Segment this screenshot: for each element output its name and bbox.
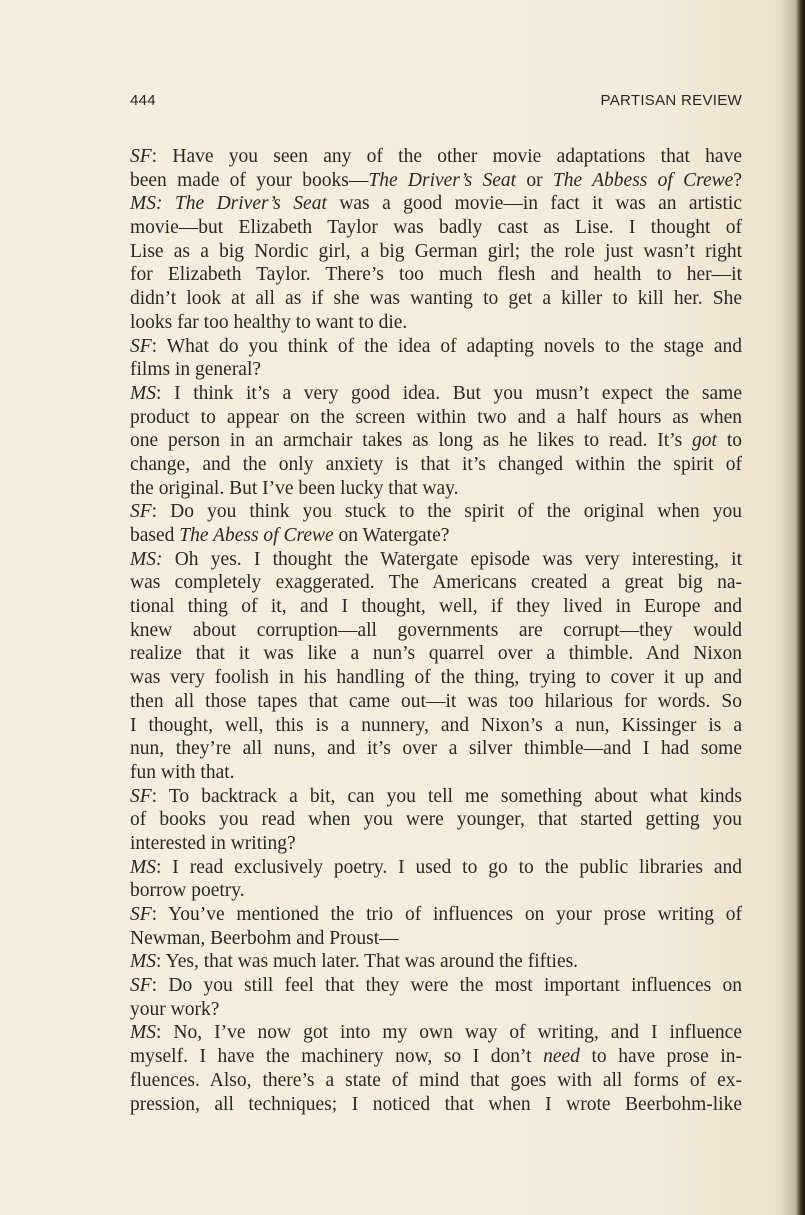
italic-text: MS	[130, 1022, 156, 1044]
text-run: : Yes, that was much later. That was around the fifties.	[156, 951, 579, 973]
text-run: looks far too healthy to want to die.	[130, 311, 408, 333]
text-run: your work?	[130, 998, 220, 1020]
text-line	[130, 595, 742, 619]
text-run: ?	[733, 169, 742, 191]
text-run: myself. I have the machinery now, so I don’t	[130, 1046, 544, 1068]
text-line	[130, 263, 742, 287]
page-number: 444	[130, 92, 156, 109]
text-run: the original. But I’ve been lucky that way.	[130, 477, 459, 499]
text-line	[130, 192, 742, 216]
italic-text: MS	[130, 856, 156, 878]
text-line	[130, 1069, 742, 1093]
text-run: : Do you think you stuck to the spirit of the original when you	[151, 501, 742, 523]
text-run: borrow poetry.	[130, 880, 245, 902]
text-line	[130, 642, 742, 666]
text-run: : You’ve mentioned the trio of influences on your prose writing of	[151, 904, 742, 925]
text-run: for Elizabeth Taylor. There’s too much flesh and health to her—it	[130, 264, 742, 286]
text-line	[130, 358, 742, 382]
book-edge	[795, 0, 805, 1215]
text-line	[130, 216, 742, 240]
text-run: product to appear on the screen within two and a half hours as when	[130, 406, 742, 428]
text-line	[130, 145, 742, 169]
text-run: realize that it was like a nun’s quarrel over a thimble. And Nixon	[130, 643, 742, 665]
text-line	[130, 453, 742, 477]
text-run: Newman, Beerbohm and Proust—	[130, 927, 399, 949]
text-run: pression, all techniques; I noticed that when I wrote Beerbohm-like	[130, 1093, 742, 1115]
running-head	[130, 92, 742, 112]
text-run: : I think it’s a very good idea. But you musn’t expect the same	[156, 382, 742, 404]
text-run: to have prose in-	[579, 1046, 742, 1068]
italic-text: SF	[130, 785, 152, 807]
italic-text: SF	[130, 904, 152, 925]
italic-text: SF	[130, 335, 152, 357]
italic-text: need	[543, 1046, 580, 1068]
text-run: one person in an armchair takes as long as he likes to read. It’s	[130, 430, 693, 452]
text-run: fluences. Also, there’s a state of mind that goes with all forms of ex-	[130, 1069, 742, 1091]
text-run: of books you read when you were younger, that started getting you	[130, 809, 742, 831]
italic-text: The Abbess of Crewe	[552, 169, 734, 191]
italic-text: SF	[130, 146, 152, 167]
text-run: didn’t look at all as if she was wanting to get a killer to kill her. She	[130, 288, 742, 310]
text-line	[130, 382, 742, 406]
text-line	[130, 879, 742, 903]
text-run: knew about corruption—all governments are corrupt—they would	[130, 619, 742, 641]
text-run: movie—but Elizabeth Taylor was badly cast as Lise. I thought of	[130, 217, 742, 239]
text-run: I thought, well, this is a nunnery, and Nixon’s a nun, Kissinger is a	[130, 714, 742, 736]
text-run: nun, they’re all nuns, and it’s over a silver thimble—and I had some	[130, 738, 742, 760]
text-run: : To backtrack a bit, can you tell me something about what kinds	[151, 785, 742, 807]
italic-text: The Driver’s Seat	[368, 169, 517, 191]
text-line	[130, 903, 742, 927]
text-run: : No, I’ve now got into my own way of writing, and I influence	[156, 1022, 742, 1044]
text-run: based	[130, 525, 180, 546]
text-run: was very foolish in his handling of the thing, trying to cover it up and	[130, 667, 742, 689]
text-line	[130, 571, 742, 595]
text-line	[130, 500, 742, 524]
text-run: on Watergate?	[333, 525, 450, 546]
text-run: was a good movie—in fact it was an artistic	[326, 193, 742, 215]
text-line	[130, 548, 742, 572]
page-gutter-shadow	[781, 0, 795, 1215]
text-line	[130, 287, 742, 311]
text-line	[130, 524, 742, 548]
text-line	[130, 737, 742, 761]
text-line	[130, 808, 742, 832]
text-line	[130, 619, 742, 643]
text-run: to	[716, 430, 742, 452]
text-line	[130, 927, 742, 951]
text-run: change, and the only anxiety is that it’s changed within the spirit of	[130, 453, 742, 475]
text-line	[130, 974, 742, 998]
italic-text: SF	[130, 975, 152, 997]
text-line	[130, 477, 742, 501]
text-run: films in general?	[130, 359, 262, 381]
text-run: Oh yes. I thought the Watergate episode was very interesting, it	[162, 548, 742, 570]
italic-text: SF	[130, 501, 152, 523]
journal-title: PARTISAN REVIEW	[600, 92, 742, 109]
text-run: : Have you seen any of the other movie adaptations that have	[151, 146, 742, 167]
text-line	[130, 950, 742, 974]
italic-text: MS: The Driver’s Seat	[130, 193, 327, 215]
text-line	[130, 666, 742, 690]
text-run: been made of your books—	[130, 169, 369, 191]
italic-text: MS	[130, 382, 156, 404]
text-line	[130, 311, 742, 335]
text-line	[130, 1093, 742, 1117]
text-line	[130, 832, 742, 856]
text-line	[130, 714, 742, 738]
italic-text: got	[692, 430, 717, 452]
text-line	[130, 1021, 742, 1045]
text-line	[130, 240, 742, 264]
text-run: interested in writing?	[130, 832, 296, 854]
text-line	[130, 429, 742, 453]
text-line	[130, 1045, 742, 1069]
interview-text	[130, 145, 742, 1116]
text-line	[130, 335, 742, 359]
text-run: was completely exaggerated. The Americans created a great big na-	[130, 572, 742, 594]
text-line	[130, 998, 742, 1022]
text-run: : I read exclusively poetry. I used to go to the public libraries and	[156, 856, 742, 878]
text-line	[130, 406, 742, 430]
text-line	[130, 761, 742, 785]
text-run: : What do you think of the idea of adapting novels to the stage and	[151, 335, 742, 357]
text-run: fun with that.	[130, 761, 235, 783]
text-run: : Do you still feel that they were the most important influences on	[151, 975, 742, 997]
text-run: Lise as a big Nordic girl, a big German girl; the role just wasn’t right	[130, 240, 742, 262]
italic-text: MS	[130, 951, 156, 973]
text-run: then all those tapes that came out—it was too hilarious for words. So	[130, 690, 742, 712]
text-line	[130, 785, 742, 809]
text-run: or	[516, 169, 553, 191]
text-line	[130, 856, 742, 880]
text-line	[130, 169, 742, 193]
italic-text: MS:	[130, 548, 163, 570]
text-run: tional thing of it, and I thought, well, if they lived in Europe and	[130, 596, 742, 618]
italic-text: The Abess of Crewe	[179, 525, 334, 546]
text-line	[130, 690, 742, 714]
